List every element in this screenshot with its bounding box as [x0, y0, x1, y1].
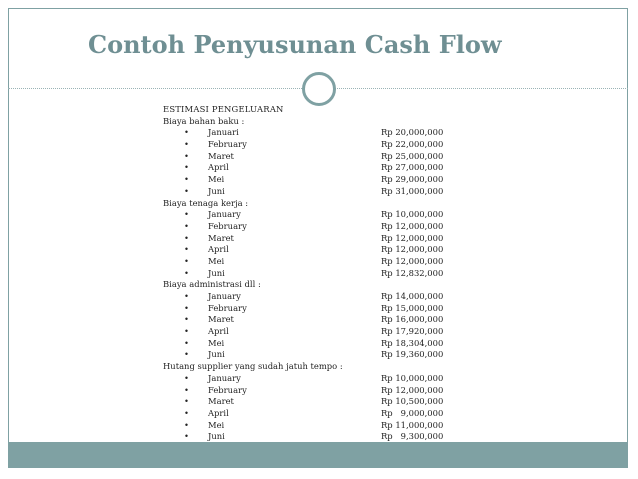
- list-item: [163, 349, 473, 361]
- amount-value: Rp 9,300,000: [381, 431, 444, 442]
- month-label: Mei: [208, 255, 225, 266]
- list-item: [163, 291, 473, 303]
- month-label: January: [208, 209, 241, 220]
- month-label: February: [208, 220, 247, 231]
- bullet-icon: •: [184, 220, 189, 231]
- bullet-icon: •: [184, 185, 189, 196]
- amount-value: Rp 29,000,000: [381, 174, 444, 185]
- amount-value: Rp 10,000,000: [381, 209, 444, 220]
- list-item: [163, 420, 473, 432]
- list-item: [163, 162, 473, 174]
- list-item: [163, 396, 473, 408]
- month-label: January: [208, 291, 241, 302]
- bullet-icon: •: [184, 232, 189, 243]
- month-label: Januari: [208, 127, 239, 138]
- month-label: April: [208, 162, 229, 173]
- amount-value: Rp 12,000,000: [381, 384, 444, 395]
- bullet-icon: •: [184, 419, 189, 430]
- slide-title: Contoh Penyusunan Cash Flow: [88, 30, 502, 59]
- expense-estimate-table: [163, 104, 473, 443]
- month-label: Juni: [208, 431, 225, 442]
- amount-value: Rp 22,000,000: [381, 139, 444, 150]
- bullet-icon: •: [184, 127, 189, 138]
- month-label: January: [208, 372, 241, 383]
- list-item: [163, 174, 473, 186]
- list-item: [163, 373, 473, 385]
- bullet-icon: •: [184, 349, 189, 360]
- bullet-icon: •: [184, 314, 189, 325]
- bullet-icon: •: [184, 174, 189, 185]
- bullet-icon: •: [184, 255, 189, 266]
- amount-value: Rp 10,000,000: [381, 372, 444, 383]
- month-label: April: [208, 326, 229, 337]
- list-item: [163, 314, 473, 326]
- bullet-icon: •: [184, 267, 189, 278]
- group-label: Biaya tenaga kerja :: [163, 197, 249, 208]
- amount-value: Rp 9,000,000: [381, 407, 444, 418]
- list-item: [163, 326, 473, 338]
- list-item: [163, 233, 473, 245]
- month-label: Juni: [208, 349, 225, 360]
- bullet-icon: •: [184, 139, 189, 150]
- bullet-icon: •: [184, 162, 189, 173]
- month-label: Mei: [208, 174, 225, 185]
- list-item: [163, 256, 473, 268]
- list-item: [163, 244, 473, 256]
- list-item: [163, 385, 473, 397]
- month-label: February: [208, 139, 247, 150]
- bullet-icon: •: [184, 302, 189, 313]
- bullet-icon: •: [184, 291, 189, 302]
- month-label: Maret: [208, 314, 234, 325]
- amount-value: Rp 11,000,000: [381, 419, 444, 430]
- amount-value: Rp 10,500,000: [381, 396, 444, 407]
- table-heading: ESTIMASI PENGELUARAN: [163, 104, 284, 114]
- month-label: Juni: [208, 185, 225, 196]
- list-item: [163, 139, 473, 151]
- month-label: Maret: [208, 150, 234, 161]
- bullet-icon: •: [184, 372, 189, 383]
- bottom-band: [8, 442, 628, 468]
- month-label: Mei: [208, 337, 225, 348]
- amount-value: Rp 14,000,000: [381, 291, 444, 302]
- bullet-icon: •: [184, 209, 189, 220]
- amount-value: Rp 16,000,000: [381, 314, 444, 325]
- group-label: Hutang supplier yang sudah jatuh tempo :: [163, 361, 343, 372]
- bullet-icon: •: [184, 384, 189, 395]
- list-item: [163, 408, 473, 420]
- list-item: [163, 338, 473, 350]
- amount-value: Rp 12,000,000: [381, 244, 444, 255]
- amount-value: Rp 31,000,000: [381, 185, 444, 196]
- month-label: Juni: [208, 267, 225, 278]
- amount-value: Rp 15,000,000: [381, 302, 444, 313]
- list-item: [163, 303, 473, 315]
- list-item: [163, 268, 473, 280]
- expense-groups: [163, 116, 473, 443]
- group-label: Biaya bahan baku :: [163, 115, 245, 126]
- month-label: February: [208, 384, 247, 395]
- month-label: Mei: [208, 419, 225, 430]
- amount-value: Rp 19,360,000: [381, 349, 444, 360]
- amount-value: Rp 12,000,000: [381, 255, 444, 266]
- bullet-icon: •: [184, 431, 189, 442]
- month-label: April: [208, 407, 229, 418]
- amount-value: Rp 12,000,000: [381, 220, 444, 231]
- amount-value: Rp 27,000,000: [381, 162, 444, 173]
- bullet-icon: •: [184, 407, 189, 418]
- bullet-icon: •: [184, 337, 189, 348]
- list-item: [163, 186, 473, 198]
- amount-value: Rp 12,832,000: [381, 267, 444, 278]
- bullet-icon: •: [184, 326, 189, 337]
- bullet-icon: •: [184, 244, 189, 255]
- list-item: [163, 209, 473, 221]
- bullet-icon: •: [184, 150, 189, 161]
- amount-value: Rp 25,000,000: [381, 150, 444, 161]
- amount-value: Rp 12,000,000: [381, 232, 444, 243]
- group-label: Biaya administrasi dll :: [163, 279, 261, 290]
- circle-ornament: [302, 72, 336, 106]
- amount-value: Rp 20,000,000: [381, 127, 444, 138]
- amount-value: Rp 17,920,000: [381, 326, 444, 337]
- amount-value: Rp 18,304,000: [381, 337, 444, 348]
- month-label: February: [208, 302, 247, 313]
- list-item: [163, 151, 473, 163]
- month-label: Maret: [208, 396, 234, 407]
- bullet-icon: •: [184, 396, 189, 407]
- month-label: April: [208, 244, 229, 255]
- list-item: [163, 221, 473, 233]
- list-item: [163, 127, 473, 139]
- month-label: Maret: [208, 232, 234, 243]
